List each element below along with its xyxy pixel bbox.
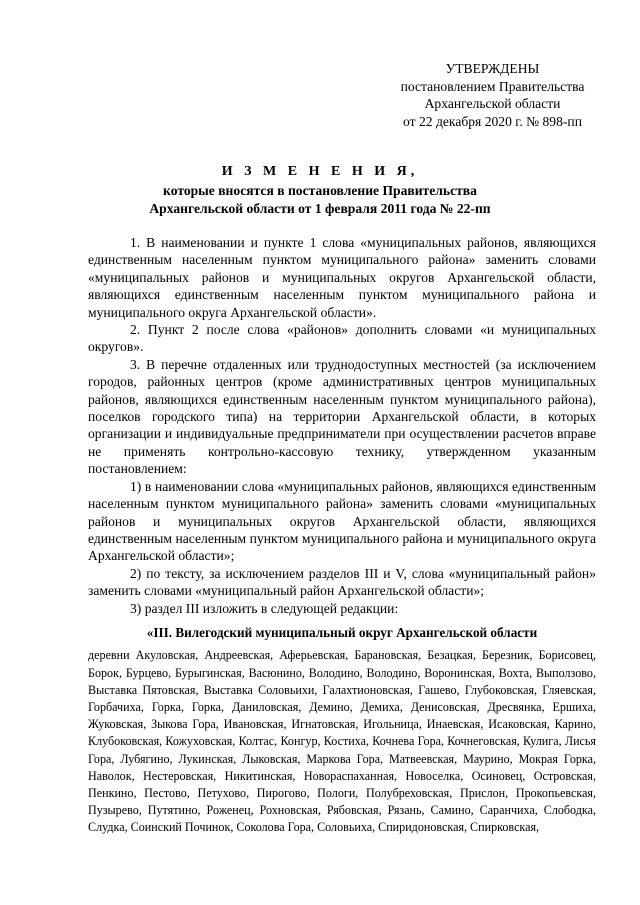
document-body [88,234,596,837]
approval-line: постановлением Правительства [400,78,585,94]
villages-list: деревни Акуловская, Андреевская, Аферьевская, Барановская, Безацкая, Березник, Борисовец, Борок, Бурцево, Бурыгинская, Васюнино, Володино, Володино, Воронинская, Вохта, Выползово, Выставка Пятовская, Выставка Соловьихи, Галахтионовская, Гашево, Глубоковская, Гляевская, Горбачиха, Горка, Горка, Даниловская, Демино, Демиха, Денисовская, Дресвянка, Ершиха, Жуковская, Зыкова Гора, Ивановская, Игнатовская, Игольница, Инаевская, Исаковская, Карино, Клубоковская, Кожуховская, Колтас, Конгур, Костиха, Кочнева Гора, Кочнеговская, Кулига, Лисья Гора, Лубягино, Лукинская, Лыковская, Маркова Гора, Матвеевская, Маурино, Мокрая Горка, Наволок, Нестеровская, Никитинская, Новораспаханная, Новоселка, Осиновец, Островская, Пенкино, Пестово, Петухово, Пирогово, Пологи, Полубреховская, Прислон, Прокопьевская, Пузырево, Путятино, Роженец, Рохновская, Рябовская, Рязань, Самино, Саранчиха, Слободка, Слудка, Соинский Починок, Соколова Гора, Соловьиха, Спиридоновская, Спирковская, [88,648,596,835]
approval-title: УТВЕРЖДЕНЫ [445,61,540,76]
paragraph: 1) в наименовании слова «муниципальных районов, являющихся единственным населенным пунктом муниципального района» заменить словами «муниципальных районов и муниципальных округов Архангельской области, являющихся единственным населенным пунктом муниципального района и муниципального округа Архангельской области»; [88,478,596,564]
approval-line: Архангельской области [424,96,561,111]
paragraph: 2) по тексту, за исключением разделов III и V, слова «муниципальный район» заменить словами «муниципальный район Архангельской области»; [88,565,596,599]
paragraph: 2. Пункт 2 после слова «районов» дополнить словами «и муниципальных округов». [88,322,596,355]
section-title: «III. Вилегодский муниципальный округ Архангельской области [146,624,538,640]
approval-stamp [380,60,605,130]
paragraph: 3. В перечне отдаленных или труднодоступных местностей (за исключением городов, районных центров (кроме административных центров муниципальных районов, являющихся единственным населенным пунктом муниципального района), поселков городского типа) на территории Архангельской области, в которых организации и индивидуальные предприниматели при осуществлении расчетов вправе не применять контрольно-кассовую технику, утвержденном указанным постановлением: [88,356,596,477]
document-heading: И З М Е Н Е Н И Я, [221,164,419,179]
approval-date: от 22 декабря 2020 г. № 898-пп [403,113,582,129]
paragraph: 1. В наименовании и пункте 1 слова «муниципальных районов, являющихся единственным населенным пунктом муниципального района» заменить словами «муниципальных районов и муниципальных округов Архангельской области, являющихся единственным населенным пунктом муниципального района и муниципального округа Архангельской области». [88,235,596,320]
document-subtitle: Архангельской области от 1 февраля 2011 года № 22-пп [149,201,491,216]
document-subtitle: которые вносятся в постановление Правительства [163,183,477,198]
paragraph: 3) раздел III изложить в следующей редакции: [130,600,399,616]
